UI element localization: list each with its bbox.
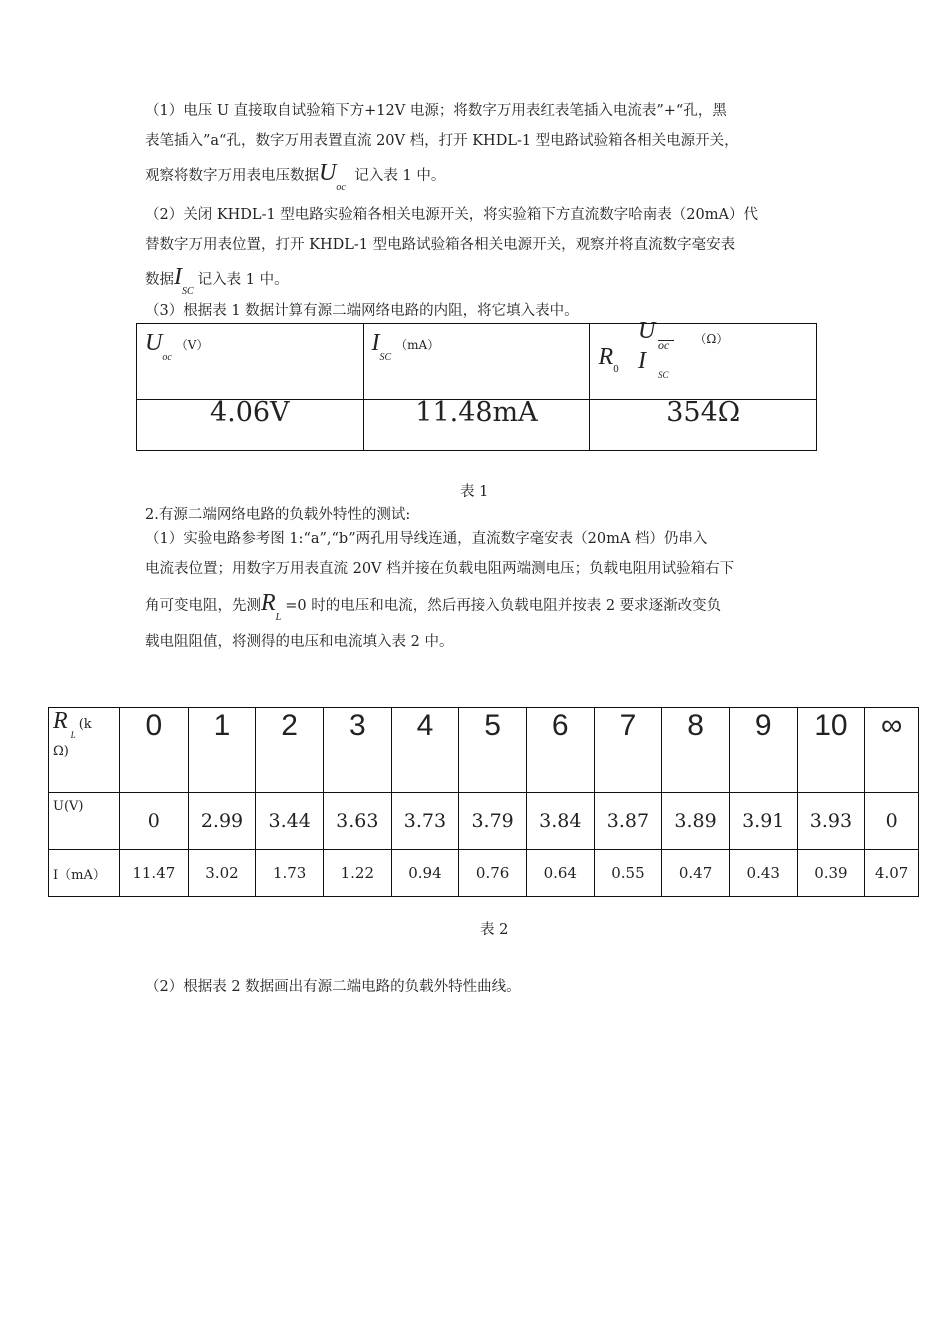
fraction-uoc-isc: U I oc SC bbox=[638, 322, 655, 349]
text-line: 电流表位置；用数字万用表直流 20V 档并接在负载电阻两端测电压；负载电阻用试验箱右下 bbox=[145, 561, 735, 577]
symbol-i: I bbox=[174, 264, 182, 290]
header-rl: $R_L(k$ Ω) bbox=[49, 708, 120, 793]
paragraph-step1 bbox=[145, 96, 825, 193]
value-uoc: 4.06V bbox=[137, 400, 364, 451]
table-cell: 11.47 bbox=[120, 850, 189, 897]
table-cell: 1.22 bbox=[323, 850, 391, 897]
table-row bbox=[49, 708, 919, 793]
table-cell: 0 bbox=[865, 793, 919, 850]
header-cell: 4 bbox=[391, 708, 459, 793]
table-cell: 0 bbox=[120, 793, 189, 850]
table-cell: 0.47 bbox=[662, 850, 730, 897]
header-cell: 8 bbox=[662, 708, 730, 793]
header-cell: 1 bbox=[188, 708, 256, 793]
header-cell: 5 bbox=[459, 708, 527, 793]
header-isc: $I_{SC}^{(mA)}$ bbox=[363, 324, 590, 400]
subscript-l: L bbox=[275, 612, 282, 623]
table-cell: 3.73 bbox=[391, 793, 459, 850]
table2-caption: 表 2 bbox=[480, 922, 509, 938]
table-cell: 3.93 bbox=[797, 793, 865, 850]
table-cell: 3.91 bbox=[729, 793, 797, 850]
header-cell: 7 bbox=[594, 708, 662, 793]
header-cell: ∞ bbox=[865, 708, 919, 793]
table-2 bbox=[48, 707, 919, 897]
text-line: （1）电压 U 直接取自试验箱下方+12V 电源；将数字万用表红表笔插入电流表”+“孔，黑 bbox=[145, 103, 727, 119]
subscript-oc: oc bbox=[336, 182, 346, 193]
table1-caption: 表 1 bbox=[460, 484, 489, 500]
value-r0: 354Ω bbox=[590, 400, 817, 451]
header-cell: 9 bbox=[729, 708, 797, 793]
text-line: 观察将数字万用表电压数据$U_{oc}$ 记入表 1 中。 bbox=[145, 160, 446, 193]
table-cell: 1.73 bbox=[256, 850, 324, 897]
symbol-r: R bbox=[261, 590, 276, 616]
table-cell: 3.63 bbox=[323, 793, 391, 850]
table-cell: 3.84 bbox=[526, 793, 594, 850]
table-cell: 0.64 bbox=[526, 850, 594, 897]
table-cell: 3.44 bbox=[256, 793, 324, 850]
subscript-sc: SC bbox=[182, 286, 194, 297]
table-cell: 0.39 bbox=[797, 850, 865, 897]
text-line: 数据$I_{SC}$记入表 1 中。 bbox=[145, 264, 289, 297]
table-cell: 0.55 bbox=[594, 850, 662, 897]
table-cell: 0.76 bbox=[459, 850, 527, 897]
table-cell: 0.94 bbox=[391, 850, 459, 897]
table-cell: 2.99 bbox=[188, 793, 256, 850]
text-line: 表笔插入”a“孔，数字万用表置直流 20V 档，打开 KHDL-1 型电路试验箱各相关电源开关， bbox=[145, 133, 739, 149]
header-uoc: $U_{oc}^{(V)}$ bbox=[137, 324, 364, 400]
paragraph-section2-step2: （2）根据表 2 数据画出有源二端电路的负载外特性曲线。 bbox=[145, 979, 521, 995]
text-line: （2）关闭 KHDL-1 型电路实验箱各相关电源开关，将实验箱下方直流数字哈南表（20mA）代 bbox=[145, 207, 758, 223]
table-cell: 3.02 bbox=[188, 850, 256, 897]
header-cell: 10 bbox=[797, 708, 865, 793]
table-row bbox=[49, 793, 919, 850]
paragraph-section2-step1 bbox=[145, 524, 825, 657]
table-cell: 4.07 bbox=[865, 850, 919, 897]
value-isc: 11.48mA bbox=[363, 400, 590, 451]
header-cell: 6 bbox=[526, 708, 594, 793]
row-label-u: U(V) bbox=[49, 793, 120, 850]
paragraph-step3: （3）根据表 1 数据计算有源二端网络电路的内阻，将它填入表中。 bbox=[145, 303, 579, 319]
header-cell: 3 bbox=[323, 708, 391, 793]
table-1 bbox=[136, 318, 817, 451]
text-line: （1）实验电路参考图 1:“a”,“b”两孔用导线连通，直流数字毫安表（20mA 档）仍串入 bbox=[145, 531, 708, 547]
table-row bbox=[49, 850, 919, 897]
table-cell: 0.43 bbox=[729, 850, 797, 897]
paragraph-step2 bbox=[145, 200, 825, 297]
table-cell: 3.89 bbox=[662, 793, 730, 850]
row-label-i: I（mA） bbox=[49, 850, 120, 897]
symbol-u: U bbox=[319, 160, 337, 186]
header-cell: 0 bbox=[120, 708, 189, 793]
table-cell: 3.79 bbox=[459, 793, 527, 850]
text-line: 替数字万用表位置，打开 KHDL-1 型电路试验箱各相关电源开关，观察并将直流数字毫安表 bbox=[145, 237, 736, 253]
text-line: 载电阻阻值，将测得的电压和电流填入表 2 中。 bbox=[145, 634, 454, 650]
text-line: 角可变电阻，先测$R_L=0$ 时的电压和电流，然后再接入负载电阻并按表 2 要求逐渐改变负 bbox=[145, 590, 722, 623]
header-cell: 2 bbox=[256, 708, 324, 793]
table-cell: 3.87 bbox=[594, 793, 662, 850]
header-r0: $R_0$ U I oc SC $^{(\Omega)}$ bbox=[590, 324, 817, 400]
section2-title: 2.有源二端网络电路的负载外特性的测试: bbox=[145, 507, 411, 523]
